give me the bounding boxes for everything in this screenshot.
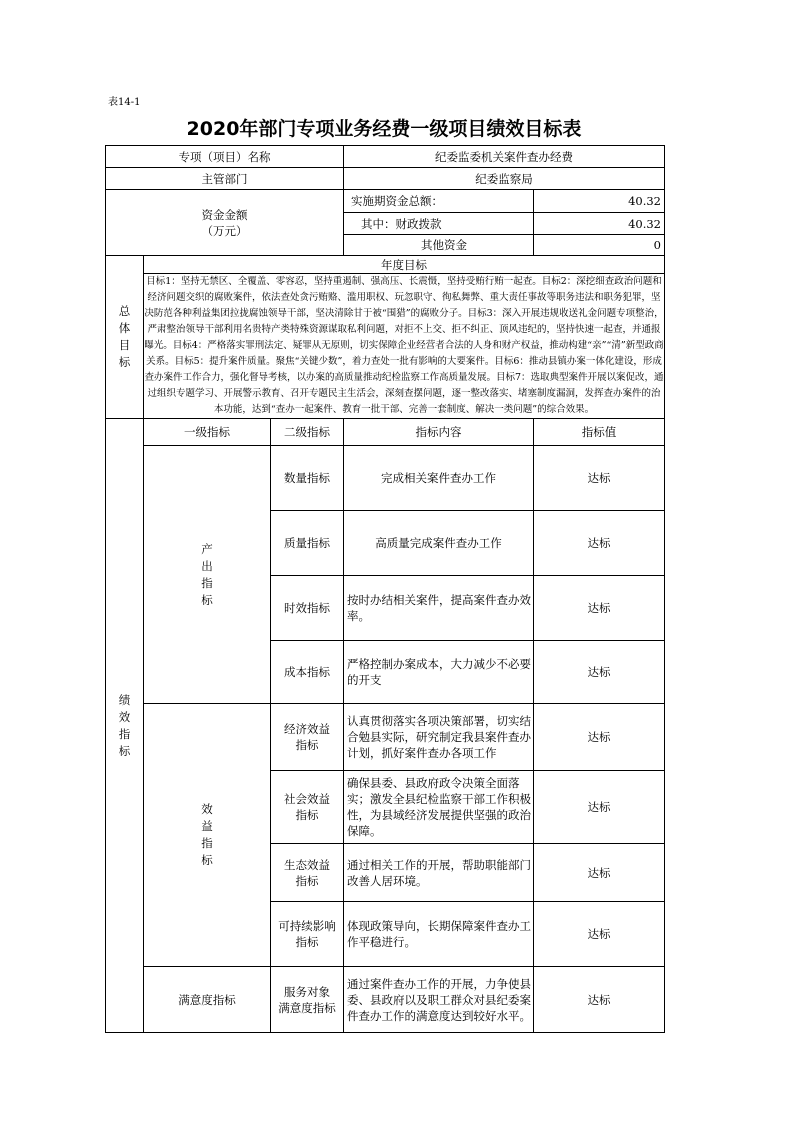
funds-label: 资金金额 bbox=[201, 207, 248, 222]
indicator-content: 通过案件查办工作的开展，力争使县委、县政府以及职工群众对县纪委案件查办工作的满意度达到较好水平。 bbox=[344, 967, 534, 1033]
indicator-value: 达标 bbox=[534, 511, 665, 576]
indicator-row bbox=[106, 446, 665, 511]
column-header-level1: 一级指标 bbox=[144, 419, 271, 446]
project-name-row bbox=[106, 146, 665, 168]
indicator-content: 体现政策导向，长期保障案件查办工作平稳进行。 bbox=[344, 902, 534, 967]
department-label: 主管部门 bbox=[106, 168, 344, 190]
funds-fiscal-label: 其中：财政拨款 bbox=[344, 213, 534, 235]
level2-label: 可持续影响 指标 bbox=[271, 902, 344, 967]
project-name-value: 纪委监委机关案件查办经费 bbox=[344, 146, 665, 168]
indicator-row bbox=[106, 967, 665, 1033]
funds-fiscal-value: 40.32 bbox=[534, 213, 665, 235]
level2-label: 质量指标 bbox=[271, 511, 344, 576]
indicator-content: 确保县委、县政府政令决策全面落实；激发全县纪检监察干部工作积极性，为县域经济发展提供坚强的政治保障。 bbox=[344, 771, 534, 844]
funds-other-label: 其他资金 bbox=[344, 235, 534, 256]
level2-label: 经济效益 指标 bbox=[271, 704, 344, 771]
level1-label: 满意度指标 bbox=[144, 967, 271, 1033]
funds-row bbox=[106, 190, 665, 213]
funds-label-cell bbox=[106, 190, 344, 256]
level1-benefit-cell bbox=[144, 704, 271, 967]
overall-target-label: 总体目标 bbox=[118, 304, 131, 369]
indicator-value: 达标 bbox=[534, 576, 665, 641]
indicator-content: 按时办结相关案件，提高案件查办效率。 bbox=[344, 576, 534, 641]
indicator-value: 达标 bbox=[534, 771, 665, 844]
level2-label: 数量指标 bbox=[271, 446, 344, 511]
indicator-row bbox=[106, 704, 665, 771]
indicator-value: 达标 bbox=[534, 704, 665, 771]
column-header-level2: 二级指标 bbox=[271, 419, 344, 446]
funds-unit: （万元） bbox=[201, 223, 248, 238]
level2-label: 生态效益 指标 bbox=[271, 844, 344, 902]
indicator-value: 达标 bbox=[534, 641, 665, 704]
department-value: 纪委监察局 bbox=[344, 168, 665, 190]
department-row bbox=[106, 168, 665, 190]
level2-label: 成本指标 bbox=[271, 641, 344, 704]
funds-other-value: 0 bbox=[534, 235, 665, 256]
table-number: 表14-1 bbox=[108, 97, 141, 108]
indicator-value: 达标 bbox=[534, 844, 665, 902]
overall-target-label-cell bbox=[106, 256, 144, 419]
column-header-content: 指标内容 bbox=[344, 419, 534, 446]
indicator-content: 完成相关案件查办工作 bbox=[344, 446, 534, 511]
performance-target-table bbox=[105, 145, 665, 1033]
page-title: 2020年部门专项业务经费一级项目绩效目标表 bbox=[186, 118, 582, 140]
funds-total-value: 40.32 bbox=[534, 190, 665, 213]
column-header-value: 指标值 bbox=[534, 419, 665, 446]
indicator-content: 严格控制办案成本，大力减少不必要的开支 bbox=[344, 641, 534, 704]
level2-label: 社会效益 指标 bbox=[271, 771, 344, 844]
level2-label: 服务对象 满意度指标 bbox=[271, 967, 344, 1033]
level1-output-cell bbox=[144, 446, 271, 704]
funds-total-label: 实施期资金总额： bbox=[344, 190, 534, 213]
level2-label: 时效指标 bbox=[271, 576, 344, 641]
annual-target-header: 年度目标 bbox=[144, 256, 665, 274]
indicator-content: 通过相关工作的开展，帮助职能部门改善人居环境。 bbox=[344, 844, 534, 902]
overall-target-header-row bbox=[106, 256, 665, 274]
overall-target-text-row bbox=[106, 274, 665, 419]
annual-target-text: 目标1：坚持无禁区、全覆盖、零容忍，坚持重遏制、强高压、长震慑，坚持受贿行贿一起查。目标2：深挖细查政治问题和经济问题交织的腐败案件，依法查处贪污贿赂、滥用职权、玩忽职守、徇私舞弊、重大责任事故等职务违法和职务犯罪，坚决防范各种利益集团拉拢腐蚀领导干部，坚决清除甘于被“围猎”的腐败分子。目标3：深入开展违规收送礼金问题专项整治，严肃整治领导干部利用名贵特产类特殊资源谋取私利问题，对拒不上交、拒不纠正、顶风违纪的，坚持快速一起查，并通报曝光。目标4：严格落实罪刑法定、疑罪从无原则，切实保障企业经营者合法的人身和财产权益，推动构建“亲”“清”新型政商关系。目标5：提升案件质量。聚焦“关键少数”，着力查处一批有影响的大要案件。目标6：推动县镇办案一体化建设，形成查办案件工作合力，强化督导考核，以办案的高质量推动纪检监察工作高质量发展。目标7：选取典型案件开展以案促改，通过组织专题学习、开展警示教育、召开专题民主生活会，深刻查摆问题，逐一整改落实、堵塞制度漏洞，发挥查办案件的治本功能，达到“查办一起案件、教育一批干部、完善一套制度、解决一类问题”的综合效果。 bbox=[144, 274, 665, 419]
indicator-content: 高质量完成案件查办工作 bbox=[344, 511, 534, 576]
level1-label: 产出指标 bbox=[201, 541, 213, 607]
level1-label: 效益指标 bbox=[201, 802, 213, 867]
indicator-value: 达标 bbox=[534, 446, 665, 511]
indicator-content: 认真贯彻落实各项决策部署，切实结合勉县实际，研究制定我县案件查办计划，抓好案件查办各项工作 bbox=[344, 704, 534, 771]
indicator-value: 达标 bbox=[534, 902, 665, 967]
performance-indicator-label-cell bbox=[106, 419, 144, 1033]
performance-indicator-label: 绩效指标 bbox=[118, 692, 131, 758]
project-name-label: 专项（项目）名称 bbox=[106, 146, 344, 168]
indicator-header-row bbox=[106, 419, 665, 446]
indicator-value: 达标 bbox=[534, 967, 665, 1033]
